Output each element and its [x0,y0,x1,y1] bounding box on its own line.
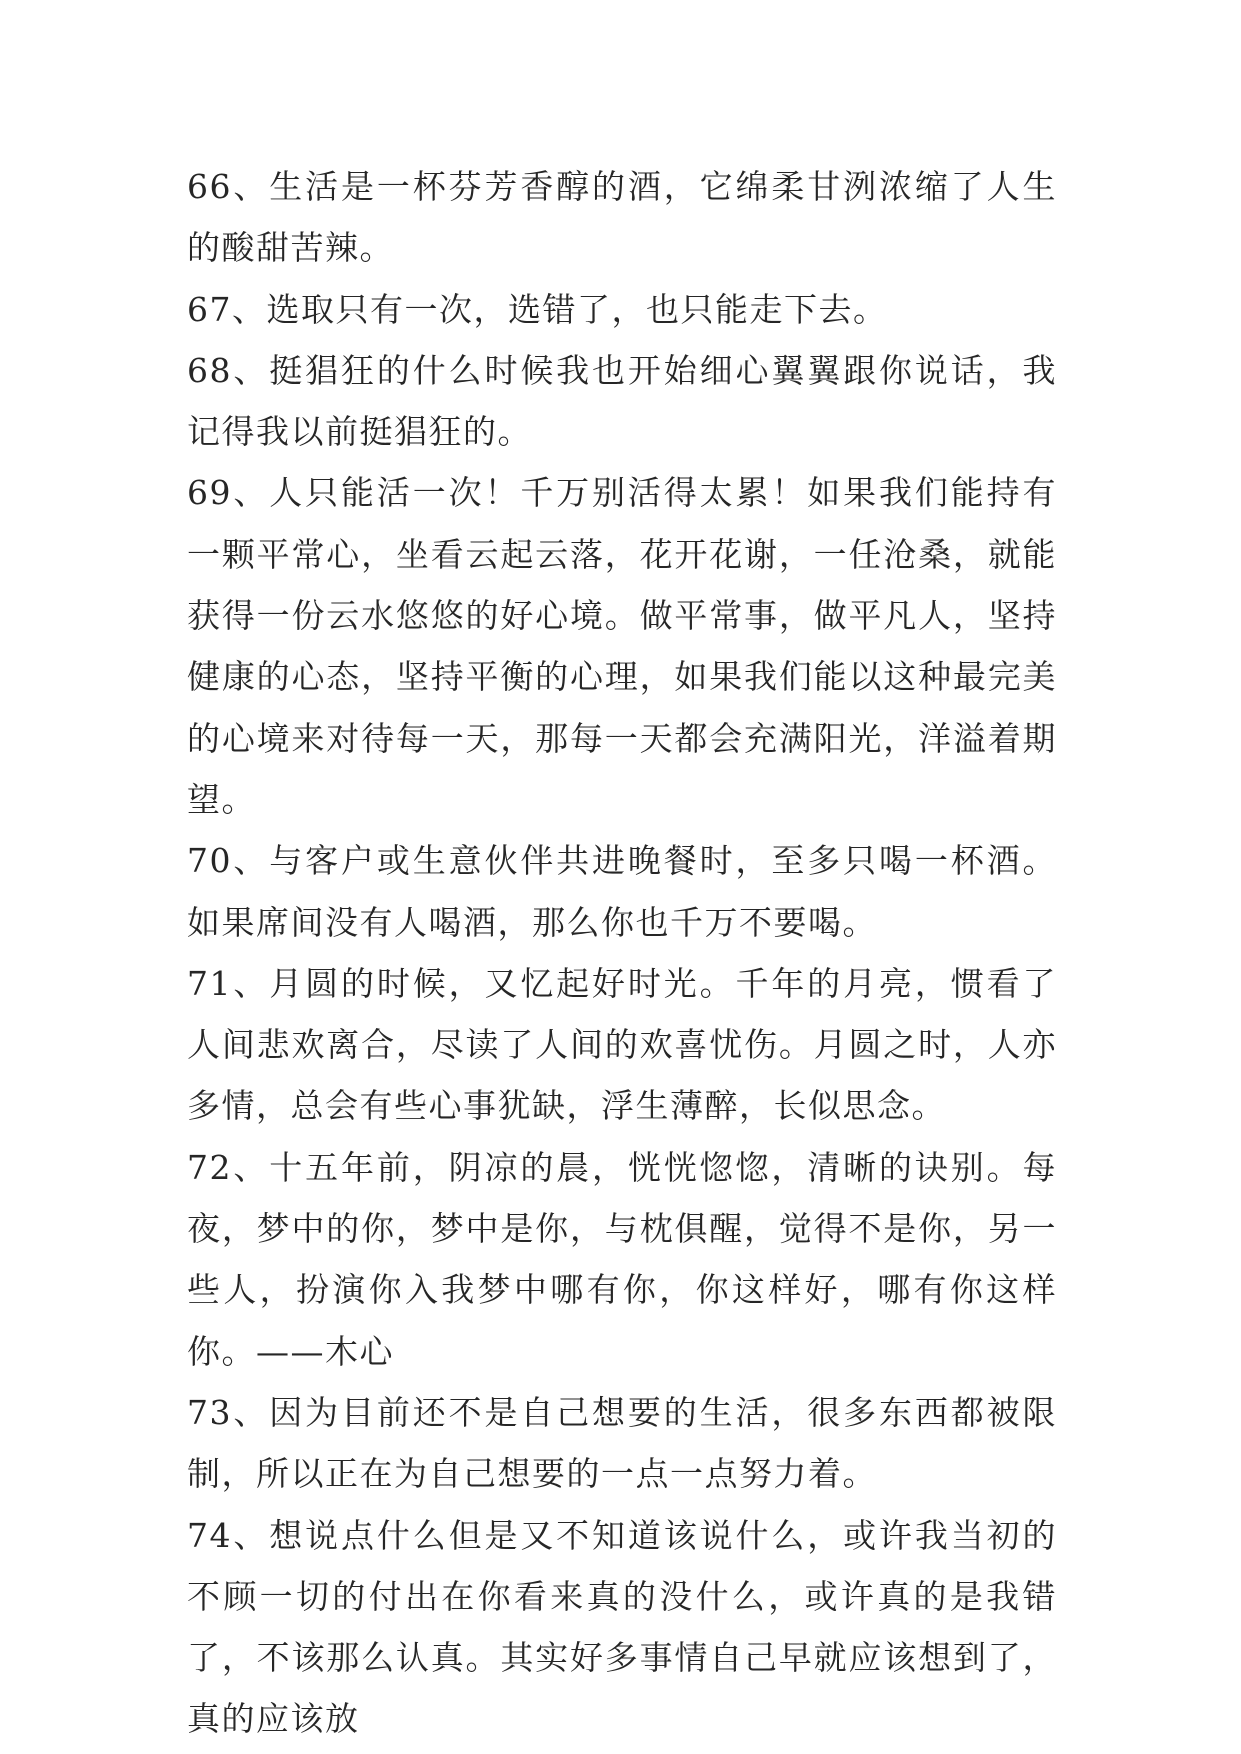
paragraph-66: 66、生活是一杯芬芳香醇的酒，它绵柔甘洌浓缩了人生的酸甜苦辣。 [187,167,1057,268]
paragraph-72: 72、十五年前，阴凉的晨，恍恍惚惚，清晰的诀别。每夜，梦中的你，梦中是你，与枕俱醒，觉得不是你，另一些人，扮演你入我梦中哪有你，你这样好，哪有你这样你。——木心 [187,1147,1057,1371]
paragraph-71: 71、月圆的时候，又忆起好时光。千年的月亮，惯看了人间悲欢离合，尽读了人间的欢喜忧伤。月圆之时，人亦多情，总会有些心事犹缺，浮生薄醉，长似思念。 [187,963,1057,1126]
paragraph-68: 68、挺猖狂的什么时候我也开始细心翼翼跟你说话，我记得我以前挺猖狂的。 [187,350,1057,452]
paragraph-67: 67、选取只有一次，选错了，也只能走下去。 [187,289,888,329]
document-body [187,156,1057,1750]
paragraph-74: 74、想说点什么但是又不知道该说什么，或许我当初的不顾一切的付出在你看来真的没什么，或许真的是我错了，不该那么认真。其实好多事情自己早就应该想到了，真的应该放 [187,1515,1057,1739]
paragraph-69: 69、人只能活一次！千万别活得太累！如果我们能持有一颗平常心，坐看云起云落，花开花谢，一任沧桑，就能获得一份云水悠悠的好心境。做平常事，做平凡人，坚持健康的心态，坚持平衡的心理，如果我们能以这种最完美的心境来对待每一天，那每一天都会充满阳光，洋溢着期望。 [187,473,1057,819]
paragraph-73: 73、因为目前还不是自己想要的生活，很多东西都被限制，所以正在为自己想要的一点一点努力着。 [187,1392,1057,1494]
paragraph-70: 70、与客户或生意伙伴共进晚餐时，至多只喝一杯酒。如果席间没有人喝酒，那么你也千万不要喝。 [187,841,1057,942]
